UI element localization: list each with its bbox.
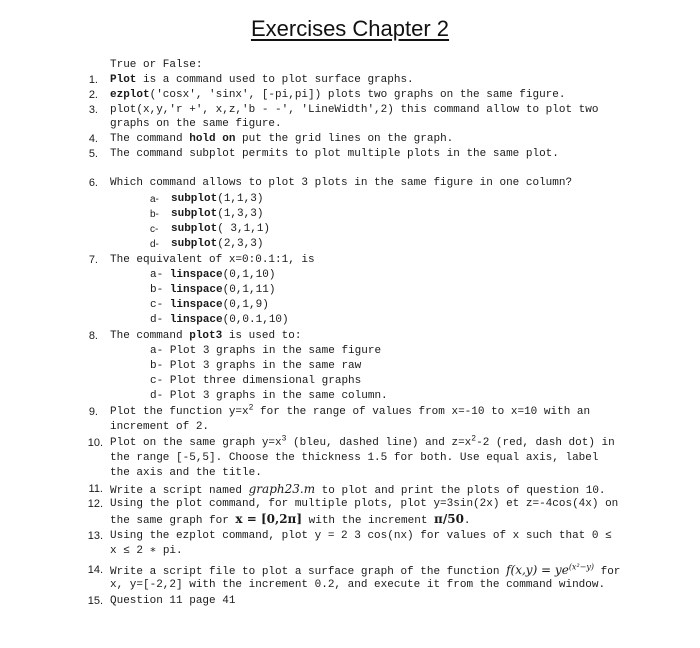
item-number: 7. <box>88 254 98 266</box>
option-label: d- <box>150 314 164 326</box>
item-text: . <box>463 515 471 527</box>
item-text: to plot and print the plots of question 10. <box>315 485 606 497</box>
question-14-continued: x, y=[-2,2] with the increment 0.2, and execute it from the command window. <box>110 579 606 591</box>
question-10-line-3: the axis and the title. <box>110 467 262 479</box>
item-number: 11. <box>88 483 103 495</box>
keyword: subplot <box>171 223 218 235</box>
option-text: (0,1,9) <box>222 299 269 311</box>
item-text: Plot the function y=x <box>110 406 249 418</box>
keyword: hold on <box>189 133 236 145</box>
question-7: The equivalent of x=0:0.1:1, is <box>110 254 315 266</box>
tf-item-3-continued: graphs on the same figure. <box>110 118 282 130</box>
option-label: d- <box>150 239 159 250</box>
page-title: Exercises Chapter 2 <box>250 16 450 41</box>
keyword: plot3 <box>189 330 223 342</box>
item-number: 14. <box>87 564 103 576</box>
keyword: linspace <box>169 299 223 311</box>
tf-item-5: The command subplot permits to plot multiple plots in the same plot. <box>110 148 559 160</box>
tf-item-2 <box>110 88 565 103</box>
tf-item-1 <box>110 73 414 88</box>
superscript: 3 <box>281 434 287 444</box>
q6-option-c <box>171 222 270 237</box>
superscript: 2 <box>248 403 254 413</box>
math-expression: f(x,y) = ye <box>506 563 569 577</box>
option-text: (1,3,3) <box>217 208 264 220</box>
item-text: -2 (red, dash dot) in <box>476 437 615 449</box>
item-text: for the range of values from x=-10 to x=10 with an <box>253 406 591 418</box>
q8-option-a <box>150 344 381 359</box>
option-text: (0,1,10) <box>222 269 276 281</box>
q7-option-c <box>150 298 269 313</box>
question-15: Question 11 page 41 <box>110 595 236 607</box>
item-text: for <box>594 566 621 578</box>
item-number: 10. <box>87 437 103 449</box>
item-text: Write a script named <box>110 485 249 497</box>
option-label: a- <box>150 345 164 357</box>
question-13-continued: x ≤ 2 ∗ pi. <box>110 545 183 557</box>
item-number: 15. <box>87 595 103 607</box>
option-label: a- <box>150 194 159 205</box>
q7-option-d <box>150 313 289 328</box>
item-text: is a command used to plot surface graphs. <box>136 74 414 86</box>
item-number: 6. <box>88 177 98 189</box>
true-false-intro: True or False: <box>110 59 203 71</box>
option-text: ( 3,1,1) <box>217 223 271 235</box>
keyword: subplot <box>171 208 218 220</box>
superscript: 2 <box>471 434 477 444</box>
q6-option-a <box>171 192 263 207</box>
option-text: Plot 3 graphs in the same column. <box>169 390 388 402</box>
option-label: c- <box>150 224 159 235</box>
item-text: the same graph for <box>110 515 236 527</box>
q8-option-b <box>150 359 361 374</box>
item-number: 3. <box>88 104 98 116</box>
option-label: d- <box>150 390 164 402</box>
q7-option-b <box>150 283 275 298</box>
q7-option-a <box>150 268 275 283</box>
question-12: Using the plot command, for multiple plots, plot y=3sin(2x) et z=-4cos(4x) on <box>110 498 619 510</box>
option-label: b- <box>150 209 159 220</box>
question-9-continued: increment of 2. <box>110 421 210 433</box>
keyword: linspace <box>169 269 223 281</box>
q6-option-d <box>171 237 263 252</box>
question-12-continued <box>110 512 471 529</box>
item-text: (bleu, dashed line) and z=x <box>286 437 472 449</box>
item-number: 12. <box>87 498 103 510</box>
keyword: linspace <box>169 284 223 296</box>
q8-option-c <box>150 374 361 389</box>
option-text: (1,1,3) <box>217 193 264 205</box>
q8-option-d <box>150 389 388 404</box>
item-text: with the increment <box>302 515 435 527</box>
keyword: Plot <box>110 74 137 86</box>
item-text: put the grid lines on the graph. <box>235 133 454 145</box>
item-text: ('cosx', 'sinx', [-pi,pi]) plots two graphs on the same figure. <box>149 89 566 101</box>
item-number: 9. <box>88 406 98 418</box>
option-text: Plot 3 graphs in the same figure <box>169 345 382 357</box>
item-text: Write a script file to plot a surface graph of the function <box>110 566 507 578</box>
question-10 <box>110 436 615 451</box>
item-text: is used to: <box>222 330 302 342</box>
script-name: graph23.m <box>248 482 316 496</box>
item-number: 8. <box>88 330 98 342</box>
math-expression: π/50 <box>434 512 464 526</box>
option-label: b- <box>150 360 164 372</box>
option-text: Plot three dimensional graphs <box>169 375 362 387</box>
option-text: Plot 3 graphs in the same raw <box>169 360 362 372</box>
item-text: The command <box>110 330 190 342</box>
option-label: c- <box>150 375 164 387</box>
tf-item-4 <box>110 132 453 147</box>
option-text: (0,0.1,10) <box>222 314 289 326</box>
superscript: (x²−y) <box>568 562 594 572</box>
option-label: b- <box>150 284 164 296</box>
tf-item-3: plot(x,y,'r +', x,z,'b - -', 'LineWidth',2) this command allow to plot two <box>110 104 599 116</box>
item-text: Plot on the same graph y=x <box>110 437 282 449</box>
item-number: 4. <box>88 133 98 145</box>
keyword: subplot <box>171 193 218 205</box>
keyword: ezplot <box>110 89 150 101</box>
keyword: subplot <box>171 238 218 250</box>
question-6: Which command allows to plot 3 plots in the same figure in one column? <box>110 177 573 189</box>
item-number: 13. <box>87 530 103 542</box>
item-number: 2. <box>88 89 98 101</box>
keyword: linspace <box>169 314 223 326</box>
question-13: Using the ezplot command, plot y = 2 3 cos(nx) for values of x such that 0 ≤ <box>110 530 612 542</box>
question-9 <box>110 405 590 420</box>
item-number: 1. <box>88 74 98 86</box>
item-text: The command <box>110 133 190 145</box>
q6-option-b <box>171 207 263 222</box>
math-expression: x = [0,2π] <box>235 512 303 526</box>
option-text: (2,3,3) <box>217 238 264 250</box>
option-label: a- <box>150 269 164 281</box>
option-label: c- <box>150 299 164 311</box>
question-8 <box>110 329 301 344</box>
item-number: 5. <box>88 148 98 160</box>
option-text: (0,1,11) <box>222 284 276 296</box>
question-10-line-2: the range [-5,5]. Choose the thickness 1.5 for both. Use equal axis, label <box>110 452 599 464</box>
